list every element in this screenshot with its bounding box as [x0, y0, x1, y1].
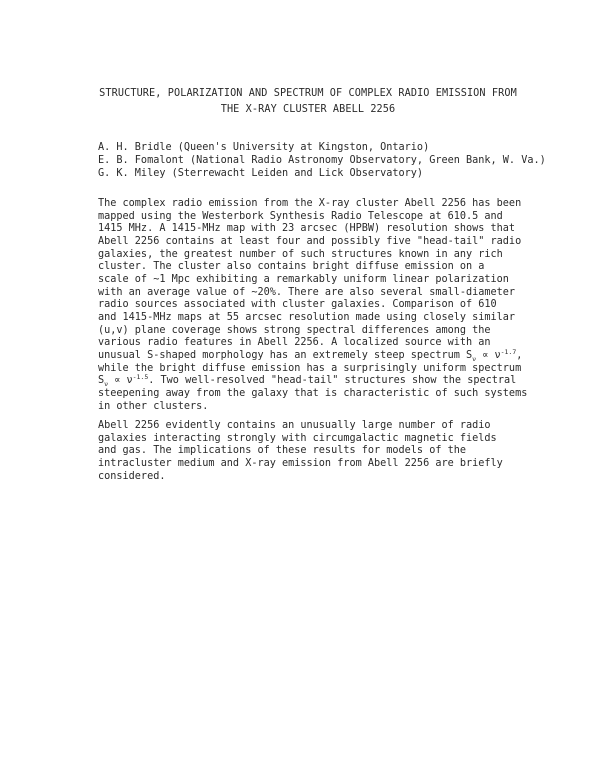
abstract-line: while the bright diffuse emission has a surprisingly uniform spectrum — [98, 362, 522, 374]
conclusion-line: galaxies interacting strongly with circumgalactic magnetic fields — [98, 432, 497, 444]
flux-symbol: S — [98, 375, 105, 387]
author-fomalont: E. B. Fomalont (National Radio Astronomy Observatory, Green Bank, W. Va.) — [98, 154, 546, 166]
paper-title — [98, 86, 518, 118]
abstract-line: scale of ~1 Mpc exhibiting a remarkably uniform linear polarization — [98, 273, 509, 285]
proportional-text: ∝ ν — [476, 349, 501, 361]
abstract-line: (u,v) plane coverage shows strong spectral differences among the — [98, 324, 491, 336]
line-text: unusual S-shaped morphology has an extremely steep spectrum S — [98, 349, 473, 361]
conclusion-line: intracluster medium and X-ray emission from Abell 2256 are briefly — [98, 457, 503, 469]
abstract-line-steep-spectrum — [98, 347, 558, 363]
abstract-line: 1415 MHz. A 1415-MHz map with 23 arcsec (HPBW) resolution shows that — [98, 223, 516, 235]
abstract-line: radio sources associated with cluster galaxies. Comparison of 610 — [98, 299, 497, 311]
abstract-paragraph — [98, 198, 558, 413]
abstract-line: in other clusters. — [98, 400, 209, 412]
proportional-text: ∝ ν — [108, 375, 133, 387]
abstract-line: galaxies, the greatest number of such structures known in any rich — [98, 248, 503, 260]
abstract-line: and 1415-MHz maps at 55 arcsec resolution made using closely similar — [98, 311, 516, 323]
spectral-index: -1.7 — [500, 347, 517, 356]
author-miley: G. K. Miley (Sterrewacht Leiden and Lick Observatory) — [98, 167, 424, 179]
author-list — [98, 142, 546, 180]
abstract-line: Abell 2256 contains at least four and possibly five "head-tail" radio — [98, 235, 522, 247]
conclusion-line: considered. — [98, 470, 166, 482]
nu-subscript: ν — [472, 354, 477, 363]
abstract-line: mapped using the Westerbork Synthesis Radio Telescope at 610.5 and — [98, 210, 503, 222]
nu-subscript: ν — [104, 380, 109, 389]
line-text-end: . Two well-resolved "head-tail" structures show the spectral — [148, 375, 517, 387]
abstract-line: The complex radio emission from the X-ray cluster Abell 2256 has been — [98, 198, 522, 209]
conclusion-paragraph — [98, 420, 558, 483]
title-line-2: THE X-RAY CLUSTER ABELL 2256 — [220, 104, 396, 115]
line-text-end: , — [516, 349, 523, 361]
abstract-line: various radio features in Abell 2256. A localized source with an — [98, 337, 491, 349]
spectral-index: -1.5 — [132, 373, 149, 382]
abstract-line: with an average value of ~20%. There are also several small-diameter — [98, 286, 516, 298]
abstract-line-diffuse-spectrum — [98, 375, 558, 388]
conclusion-line: Abell 2256 evidently contains an unusually large number of radio — [98, 420, 491, 431]
abstract-line: steepening away from the galaxy that is characteristic of such systems — [98, 387, 528, 399]
title-line-1: STRUCTURE, POLARIZATION AND SPECTRUM OF COMPLEX RADIO EMISSION FROM — [99, 88, 517, 99]
author-bridle: A. H. Bridle (Queen's University at Kingston, Ontario) — [98, 142, 430, 153]
conclusion-line: and gas. The implications of these results for models of the — [98, 445, 467, 457]
abstract-line: cluster. The cluster also contains bright diffuse emission on a — [98, 261, 485, 273]
